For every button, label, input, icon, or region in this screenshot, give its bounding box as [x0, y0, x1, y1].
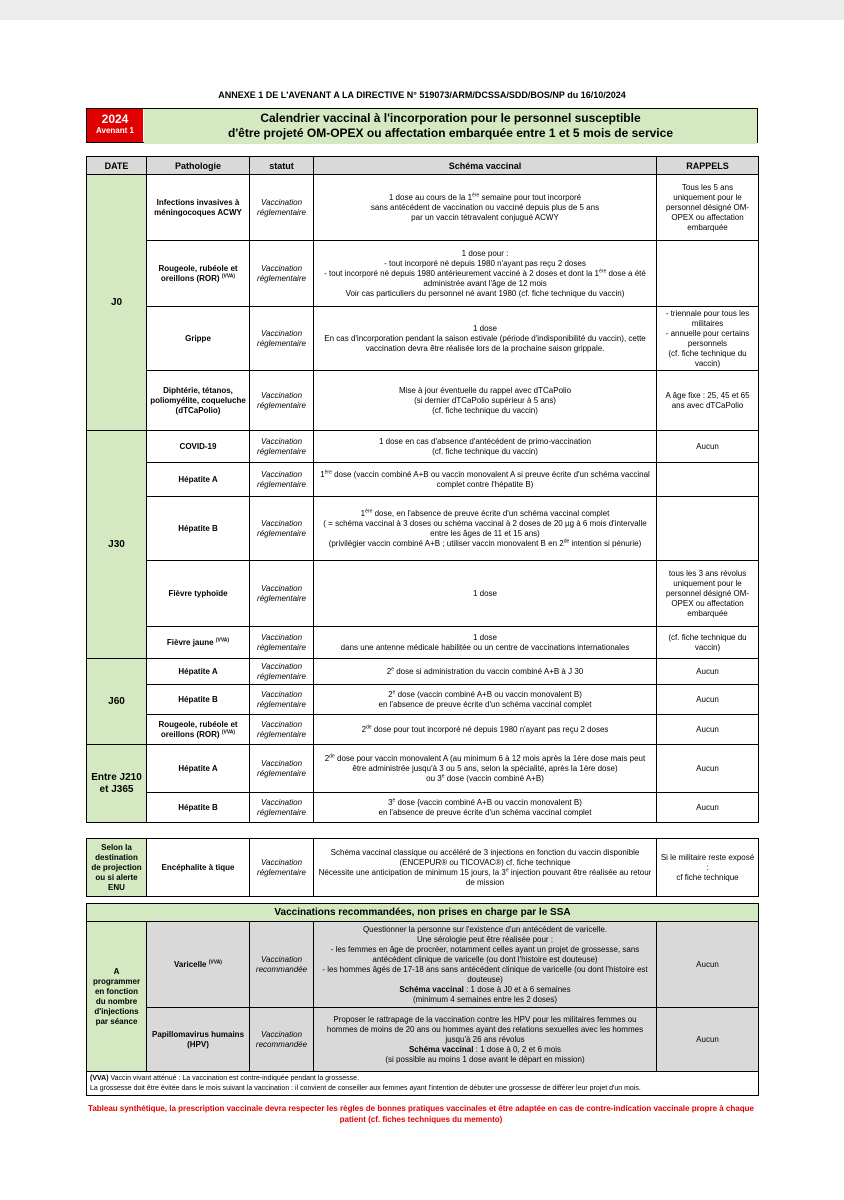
header-row: [87, 157, 759, 175]
table-row: [87, 561, 759, 627]
schema-hepa-j60: 2e dose si administration du vaccin combiné A+B à J 30: [314, 659, 657, 685]
schema-dtcapolio: Mise à jour éventuelle du rappel avec dTCaPolio (si dernier dTCaPolio supérieur à 5 ans) (cf. fiche technique du vaccin): [314, 371, 657, 431]
patho-hepb-j30: Hépatite B: [147, 497, 250, 561]
header-statut: statut: [250, 157, 314, 175]
table-row: [87, 627, 759, 659]
statut: Vaccination réglementaire: [250, 793, 314, 823]
patho-hpv: Papillomavirus humains (HPV): [147, 1008, 250, 1072]
page-title: [144, 109, 757, 144]
year: 2024: [101, 112, 129, 126]
date-programmer: A programmer en fonction du nombre d'injections par séance: [87, 922, 147, 1072]
date-j0: J0: [87, 175, 147, 431]
table-row: [87, 839, 759, 897]
header-pathologie: Pathologie: [147, 157, 250, 175]
title-line-2: d'être projeté OM-OPEX ou affectation embarquée entre 1 et 5 mois de service: [228, 126, 673, 140]
statut: Vaccination réglementaire: [250, 463, 314, 497]
notes-row: [87, 1072, 759, 1096]
schema-hpv: Proposer le rattrapage de la vaccination contre les HPV pour les militaires femmes ou hommes de moins de 20 ans ou hommes ayant des relations sexuelles avec les hommes jusqu'à 26 ans révolus Schéma vaccinal : 1 dose à 0, 2 et 6 mois (si possible au moins 1 dose avant le départ en mission): [314, 1008, 657, 1072]
rappel-hepa-j30: [657, 463, 759, 497]
patho-fievre-jaune: Fièvre jaune $^{(VVA)}$: [147, 627, 250, 659]
rappel-hepa-j60: Aucun: [657, 659, 759, 685]
reco-header: Vaccinations recommandées, non prises en charge par le SSA: [87, 904, 759, 922]
statut: Vaccination réglementaire: [250, 371, 314, 431]
recommended-table: [86, 903, 759, 1096]
table-row: [87, 371, 759, 431]
table-row: [87, 685, 759, 715]
table-row: [87, 463, 759, 497]
rappel-grippe: - triennale pour tous les militaires - annuelle pour certains personnels (cf. fiche technique du vaccin): [657, 307, 759, 371]
table-row: [87, 497, 759, 561]
rappel-covid: Aucun: [657, 431, 759, 463]
schema-hepa-j30: 1ère dose (vaccin combiné A+B ou vaccin monovalent A si preuve écrite d'un schéma vaccinal complet contre l'hépatite B): [314, 463, 657, 497]
table-row: [87, 793, 759, 823]
rappel-ror-j60: Aucun: [657, 715, 759, 745]
patho-varicelle: Varicelle $^{(VVA)}$: [147, 922, 250, 1008]
annexe-title: ANNEXE 1 DE L'AVENANT A LA DIRECTIVE N° 519073/ARM/DCSSA/SDD/BOS/NP du 16/10/2024: [218, 90, 626, 100]
date-j210: Entre J210 et J365: [87, 745, 147, 823]
rappel-hepa-j210: Aucun: [657, 745, 759, 793]
schema-hepa-j210: 2de dose pour vaccin monovalent A (au minimum 6 à 12 mois après la 1ère dose mais peut être administrée jusqu'à 3 ou 5 ans, selon la spécialité, après la 1ère dose) ou 3e dose (vaccin combiné A+B): [314, 745, 657, 793]
schema-hepb-j30: 1ère dose, en l'absence de preuve écrite d'un schéma vaccinal complet ( = schéma vaccinal à 3 doses ou schéma vaccinal à 2 doses de 20 µg à 6 mois d'intervalle entre les âges de 11 et 15 ans) (privilégier vaccin combiné A+B ; utiliser vaccin monovalent B en 2de intention si pénurie): [314, 497, 657, 561]
rappel-meningo: Tous les 5 ans uniquement pour le personnel désigné OM-OPEX ou affectation embarquée: [657, 175, 759, 241]
top-bar: [0, 0, 844, 20]
encephalite-table: [86, 838, 759, 897]
schema-fievre-jaune: 1 dose dans une antenne médicale habilitée ou un centre de vaccinations internationales: [314, 627, 657, 659]
patho-typhoide: Fièvre typhoïde: [147, 561, 250, 627]
table-row: [87, 1008, 759, 1072]
schema-covid: 1 dose en cas d'absence d'antécédent de primo-vaccination (cf. fiche technique du vaccin): [314, 431, 657, 463]
footer-note: Tableau synthétique, la prescription vaccinale devra respecter les règles de bonnes pratiques vaccinales et être adaptée en cas de contre-indication vaccinale propre à chaque patient (cf. fiches techniques du memento): [88, 1104, 754, 1124]
rappel-hepb-j210: Aucun: [657, 793, 759, 823]
schema-encephalite: Schéma vaccinal classique ou accéléré de 3 injections en fonction du vaccin disponible (ENCEPUR® ou TICOVAC®) cf. fiche technique Nécessite une anticipation de minimum 15 jours, la 3e injection pouvant être réalisée au retour de mission: [314, 839, 657, 897]
rappel-ror: [657, 241, 759, 307]
title-line-1: Calendrier vaccinal à l'incorporation pour le personnel susceptible: [260, 111, 641, 125]
statut: Vaccination réglementaire: [250, 715, 314, 745]
patho-dtcapolio: Diphtérie, tétanos, poliomyélite, coqueluche (dTCaPolio): [147, 371, 250, 431]
rappel-typhoide: tous les 3 ans révolus uniquement pour le personnel désigné OM-OPEX ou affectation embarquée: [657, 561, 759, 627]
rappel-hepb-j30: [657, 497, 759, 561]
table-row: [87, 922, 759, 1008]
table-row: [87, 241, 759, 307]
avenant: Avenant 1: [96, 126, 134, 135]
table-row: [87, 431, 759, 463]
statut: Vaccination réglementaire: [250, 627, 314, 659]
table-row: [87, 175, 759, 241]
table-row: [87, 659, 759, 685]
statut: Vaccination réglementaire: [250, 745, 314, 793]
rappel-encephalite: Si le militaire reste exposé : cf fiche technique: [657, 839, 759, 897]
schema-grippe: 1 dose En cas d'incorporation pendant la saison estivale (période d'indisponibilité du vaccin), cette vaccination devra être réalisée lors de la prochaine saison grippale.: [314, 307, 657, 371]
statut: Vaccination réglementaire: [250, 561, 314, 627]
patho-hepb-j210: Hépatite B: [147, 793, 250, 823]
rappel-hpv: Aucun: [657, 1008, 759, 1072]
patho-hepa-j210: Hépatite A: [147, 745, 250, 793]
statut: Vaccination réglementaire: [250, 241, 314, 307]
vva-notes: (VVA) Vaccin vivant atténué : La vaccination est contre-indiquée pendant la grossesse. La grossesse doit être évitée dans le mois suivant la vaccination : il convient de conseiller aux femmes ayant l'intention de débuter une grossesse de différer leur projet d'un mois.: [87, 1072, 759, 1096]
statut: Vaccination réglementaire: [250, 431, 314, 463]
table-row: [87, 715, 759, 745]
statut: Vaccination réglementaire: [250, 175, 314, 241]
patho-covid: COVID-19: [147, 431, 250, 463]
schema-typhoide: 1 dose: [314, 561, 657, 627]
patho-grippe: Grippe: [147, 307, 250, 371]
date-j30: J30: [87, 431, 147, 659]
reco-header-row: [87, 904, 759, 922]
header-date: DATE: [87, 157, 147, 175]
patho-ror-j60: Rougeole, rubéole et oreillons (ROR) $^{(VVA)}$: [147, 715, 250, 745]
schema-ror: 1 dose pour : - tout incorporé né depuis 1980 n'ayant pas reçu 2 doses - tout incorporé né depuis 1980 antérieurement vacciné à 2 doses et dont la 1ère dose a été administrée avant l'âge de 12 mois Voir cas particuliers du personnel né avant 1980 (cf. fiche technique du vaccin): [314, 241, 657, 307]
statut: Vaccination recommandée: [250, 1008, 314, 1072]
statut: Vaccination réglementaire: [250, 307, 314, 371]
date-j60: J60: [87, 659, 147, 745]
header-rappels: RAPPELS: [657, 157, 759, 175]
statut: Vaccination réglementaire: [250, 659, 314, 685]
year-badge: [87, 109, 143, 142]
rappel-hepb-j60: Aucun: [657, 685, 759, 715]
patho-meningo: Infections invasives à méningocoques ACWY: [147, 175, 250, 241]
schema-ror-j60: 2de dose pour tout incorporé né depuis 1980 n'ayant pas reçu 2 doses: [314, 715, 657, 745]
schema-meningo: 1 dose au cours de la 1ère semaine pour tout incorporé sans antécédent de vaccination ou vacciné depuis plus de 5 ans par un vaccin tétravalent conjugué ACWY: [314, 175, 657, 241]
table-row: [87, 307, 759, 371]
statut: Vaccination réglementaire: [250, 497, 314, 561]
date-destination: Selon la destination de projection ou si alerte ENU: [87, 839, 147, 897]
statut: Vaccination réglementaire: [250, 685, 314, 715]
patho-encephalite: Encéphalite à tique: [147, 839, 250, 897]
statut: Vaccination réglementaire: [250, 839, 314, 897]
patho-hepa-j30: Hépatite A: [147, 463, 250, 497]
rappel-fievre-jaune: (cf. fiche technique du vaccin): [657, 627, 759, 659]
main-table: [86, 156, 759, 823]
patho-hepb-j60: Hépatite B: [147, 685, 250, 715]
header-schema: Schéma vaccinal: [314, 157, 657, 175]
title-box: [86, 108, 758, 143]
rappel-dtcapolio: A âge fixe : 25, 45 et 65 ans avec dTCaPolio: [657, 371, 759, 431]
patho-ror: Rougeole, rubéole et oreillons (ROR) $^{(VVA)}$: [147, 241, 250, 307]
schema-hepb-j210: 3e dose {vaccin combiné A+B ou vaccin monovalent B) en l'absence de preuve écrite d'un schéma vaccinal complet: [314, 793, 657, 823]
schema-hepb-j60: 2e dose (vaccin combiné A+B ou vaccin monovalent B) en l'absence de preuve écrite d'un schéma vaccinal complet: [314, 685, 657, 715]
table-row: [87, 745, 759, 793]
schema-varicelle: Questionner la personne sur l'existence d'un antécédent de varicelle. Une sérologie peut être réalisée pour : - les femmes en âge de procréer, notamment celles ayant un projet de grossesse, sans antécédent clinique de varicelle (ou dont l'histoire est douteuse) - les hommes âgés de 17-18 ans sans antécédent clinique de varicelle (ou dont l'histoire est douteuse) Schéma vaccinal : 1 dose à J0 et à 6 semaines (minimum 4 semaines entre les 2 doses): [314, 922, 657, 1008]
patho-hepa-j60: Hépatite A: [147, 659, 250, 685]
rappel-varicelle: Aucun: [657, 922, 759, 1008]
statut: Vaccination recommandée: [250, 922, 314, 1008]
